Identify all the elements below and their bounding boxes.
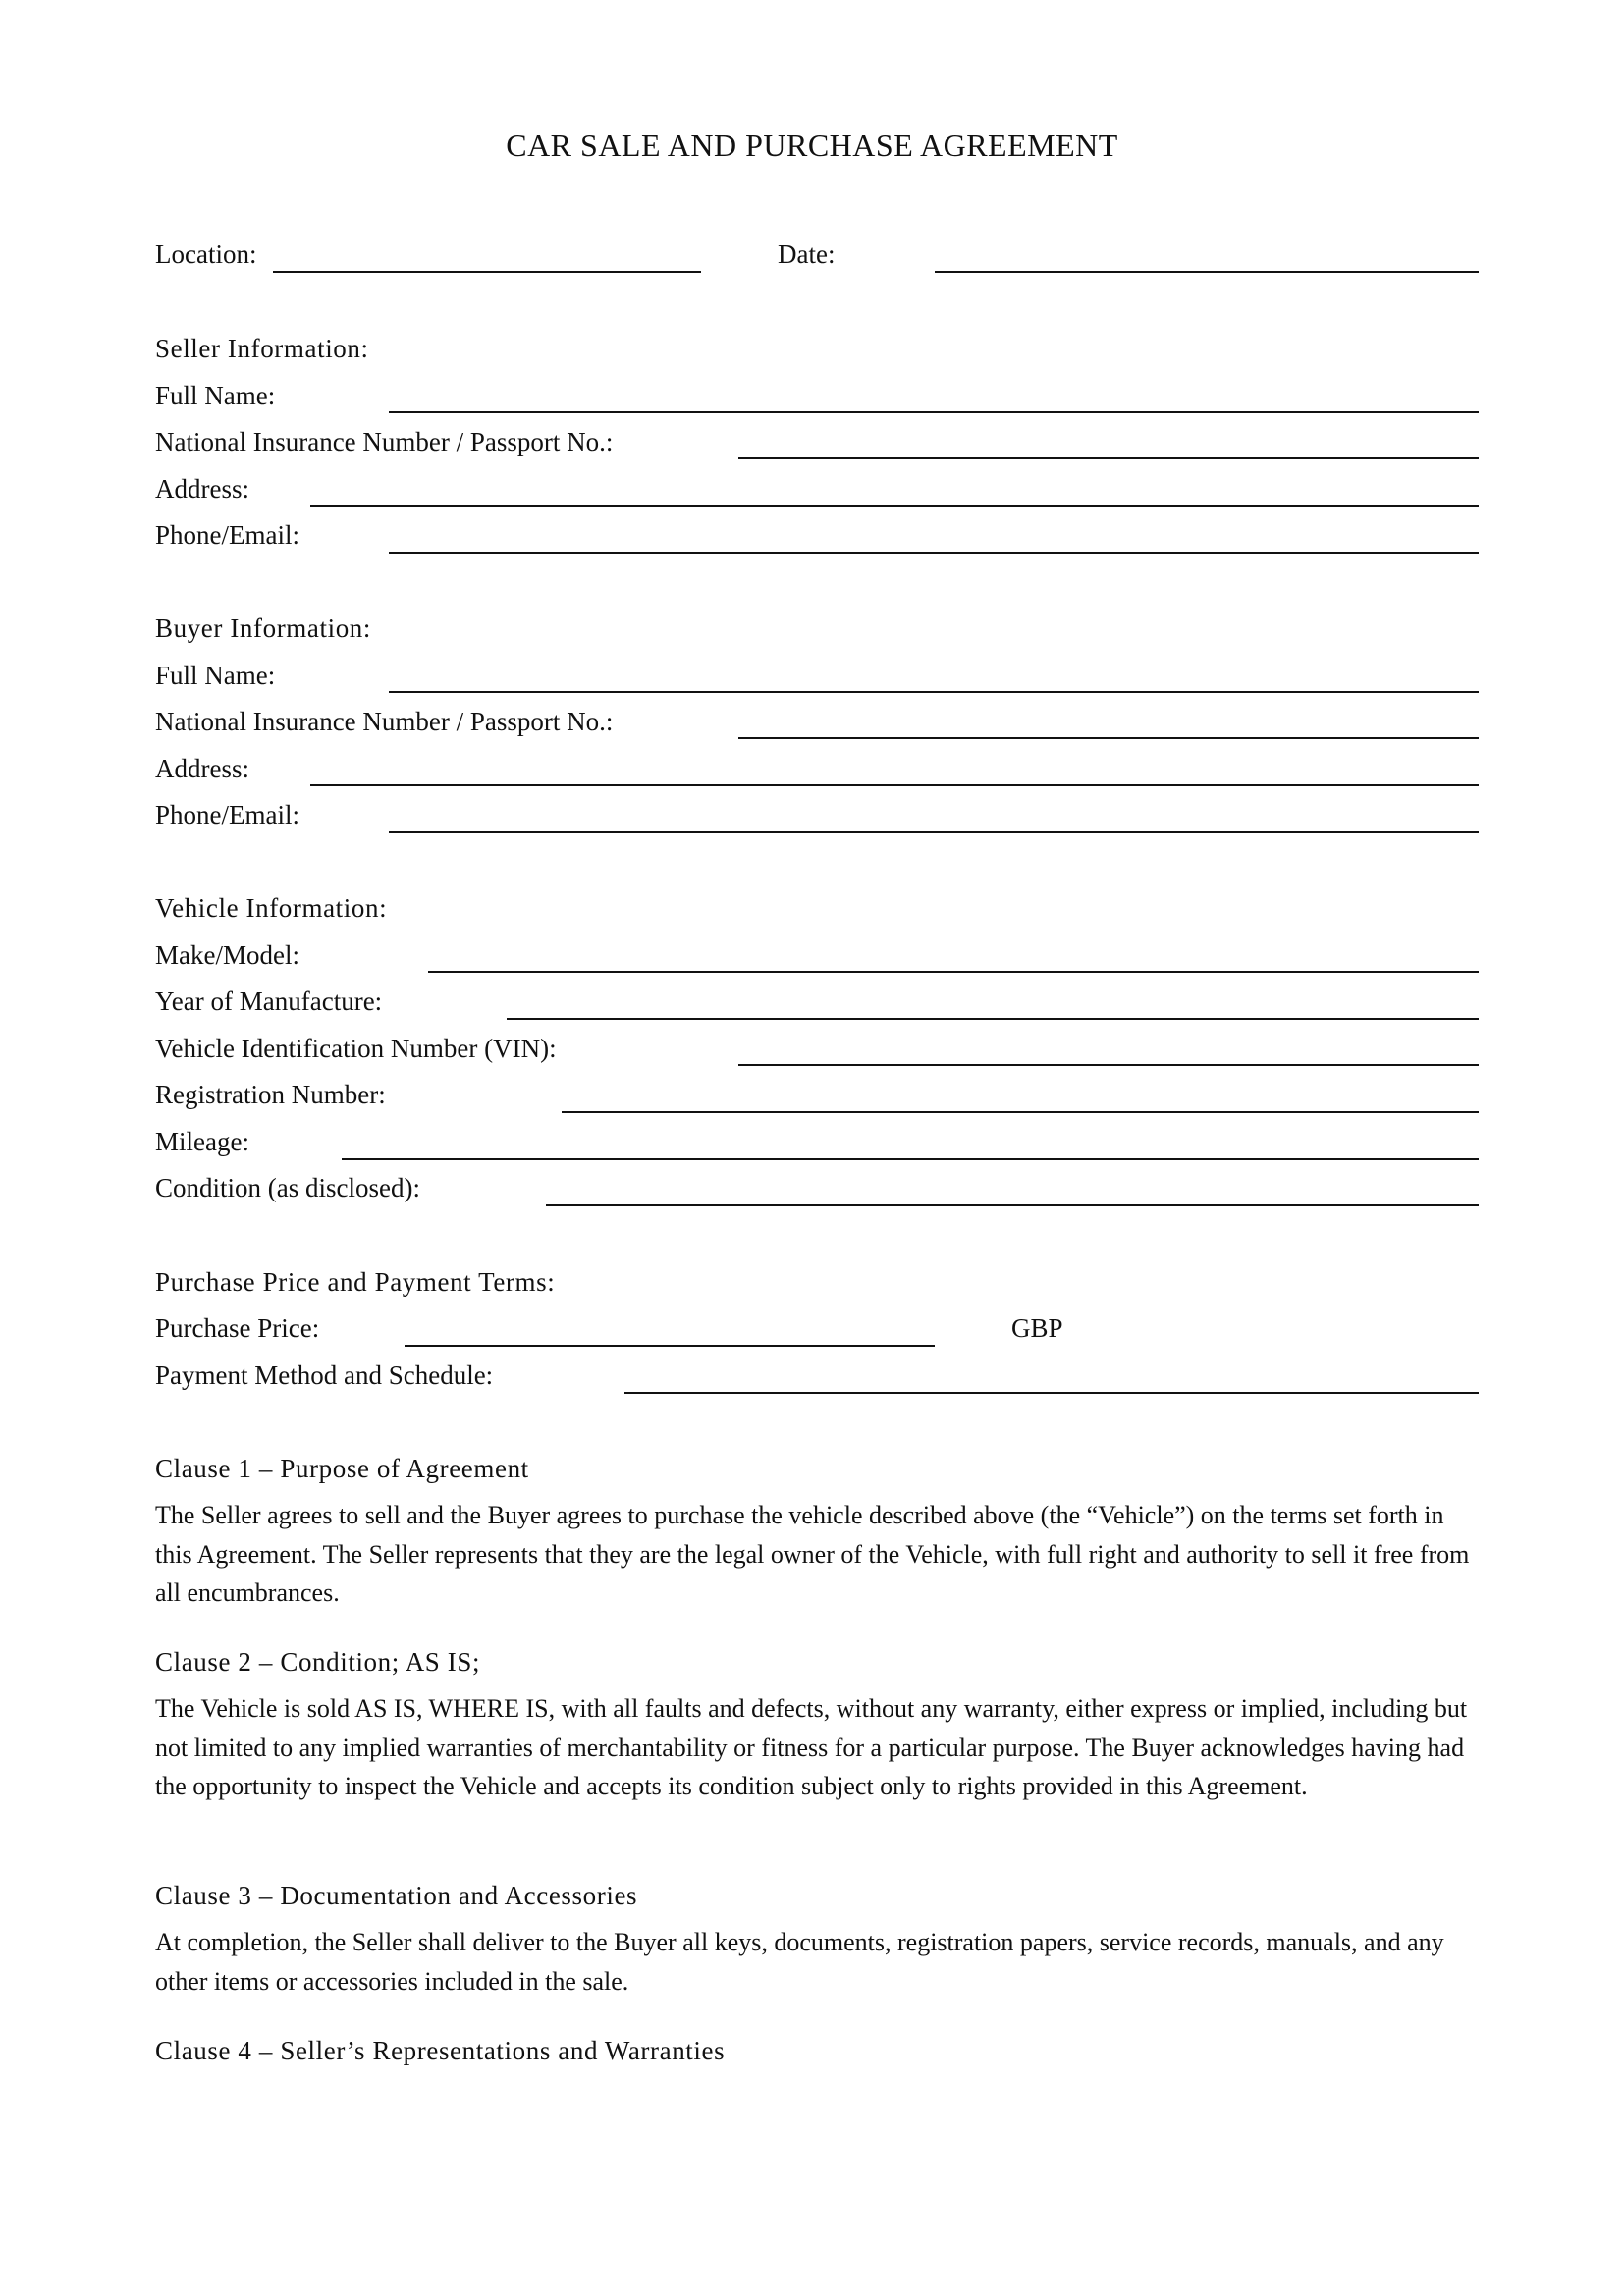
location-field[interactable]	[273, 271, 701, 273]
date-label: Date:	[778, 240, 836, 269]
buyer-id-field[interactable]	[738, 737, 1479, 739]
make-model-field[interactable]	[428, 971, 1479, 973]
clause-1-heading: Clause 1 – Purpose of Agreement	[155, 1454, 529, 1483]
payment-method-field[interactable]	[624, 1392, 1479, 1394]
payment-method-label: Payment Method and Schedule:	[155, 1361, 494, 1390]
currency-label: GBP	[1011, 1313, 1063, 1343]
year-label: Year of Manufacture:	[155, 987, 383, 1016]
vin-label: Vehicle Identification Number (VIN):	[155, 1034, 557, 1063]
clause-1-text: The Seller agrees to sell and the Buyer agrees to purchase the vehicle described above (the “Vehicle”) on the terms set forth in this Agreement. The Seller represents that they are the legal owner of the Vehicle, with full right and authority to sell it free from all encumbrances.	[155, 1501, 1470, 1607]
seller-full-name-field[interactable]	[389, 411, 1479, 413]
buyer-full-name-label: Full Name:	[155, 661, 276, 690]
buyer-address-field[interactable]	[310, 784, 1479, 786]
clause-2-heading: Clause 2 – Condition; AS IS;	[155, 1647, 481, 1677]
mileage-field[interactable]	[342, 1158, 1479, 1160]
seller-address-field[interactable]	[310, 505, 1479, 507]
vehicle-heading: Vehicle Information:	[155, 893, 388, 923]
mileage-label: Mileage:	[155, 1127, 249, 1156]
seller-contact-field[interactable]	[389, 552, 1479, 554]
purchase-price-field[interactable]	[405, 1345, 935, 1347]
buyer-heading: Buyer Information:	[155, 614, 371, 643]
date-field[interactable]	[935, 271, 1479, 273]
clause-2-text: The Vehicle is sold AS IS, WHERE IS, with all faults and defects, without any warranty, either express or implied, including but not limited to any implied warranties of merchantability or fitness for a particular purpose. The Buyer acknowledges having had the opportunity to inspect the Vehicle and accepts its condition subject only to rights provided in this Agreement.	[155, 1694, 1468, 1800]
purchase-price-label: Purchase Price:	[155, 1313, 320, 1343]
condition-label: Condition (as disclosed):	[155, 1173, 420, 1202]
seller-full-name-label: Full Name:	[155, 381, 276, 410]
seller-heading: Seller Information:	[155, 334, 369, 363]
seller-address-label: Address:	[155, 474, 249, 504]
buyer-full-name-field[interactable]	[389, 691, 1479, 693]
year-field[interactable]	[507, 1018, 1479, 1020]
clause-3-heading: Clause 3 – Documentation and Accessories	[155, 1881, 638, 1910]
buyer-contact-label: Phone/Email:	[155, 800, 299, 829]
location-label: Location:	[155, 240, 257, 269]
clause-3-text: At completion, the Seller shall deliver to the Buyer all keys, documents, registration papers, service records, manuals, and any other items or accessories included in the sale.	[155, 1928, 1444, 1996]
vin-field[interactable]	[738, 1064, 1479, 1066]
buyer-address-label: Address:	[155, 754, 249, 783]
registration-label: Registration Number:	[155, 1080, 386, 1109]
buyer-id-label: National Insurance Number / Passport No.:	[155, 707, 614, 736]
condition-field[interactable]	[546, 1204, 1479, 1206]
clause-4-heading: Clause 4 – Seller’s Representations and Warranties	[155, 2036, 726, 2065]
page-title: CAR SALE AND PURCHASE AGREEMENT	[506, 128, 1118, 163]
buyer-contact-field[interactable]	[389, 831, 1479, 833]
seller-id-field[interactable]	[738, 457, 1479, 459]
registration-field[interactable]	[562, 1111, 1479, 1113]
payment-heading: Purchase Price and Payment Terms:	[155, 1267, 556, 1297]
seller-contact-label: Phone/Email:	[155, 520, 299, 550]
seller-id-label: National Insurance Number / Passport No.:	[155, 427, 614, 456]
make-model-label: Make/Model:	[155, 940, 299, 970]
